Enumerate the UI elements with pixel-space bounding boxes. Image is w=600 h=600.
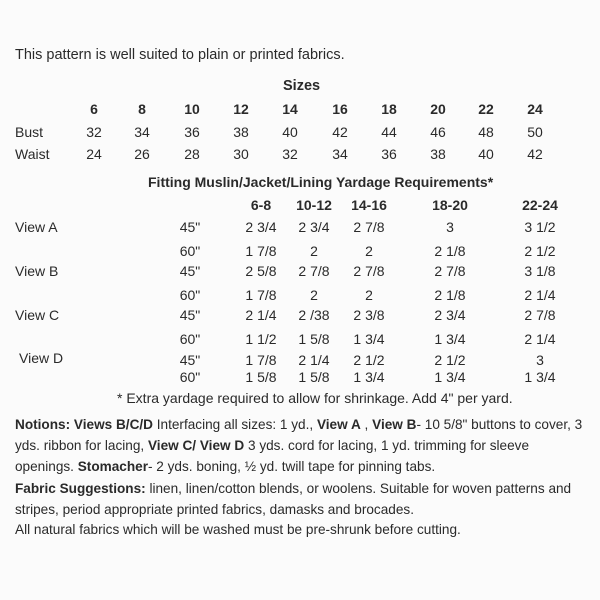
yardage-cell: 2 7/8: [434, 263, 466, 279]
size-measurement-cell: 38: [233, 124, 249, 140]
size-column-header: 22: [478, 101, 494, 117]
notions-label: Notions:: [15, 417, 71, 432]
size-column-header: 20: [430, 101, 446, 117]
size-measurement-cell: 36: [381, 146, 397, 162]
notions-view-cd: View C/ View D: [147, 438, 245, 453]
size-row-label: Waist: [15, 146, 50, 162]
yardage-cell: 1 7/8: [245, 243, 277, 259]
notions-text-4: 3 yds. cord for lacing, 1 yd. trimming for sleeve openings.: [15, 438, 530, 474]
size-measurement-cell: 32: [86, 124, 102, 140]
size-measurement-cell: 34: [134, 124, 150, 140]
yardage-cell: 2 3/4: [245, 219, 277, 235]
fabric-width-cell: 45": [179, 307, 201, 323]
size-measurement-cell: 40: [282, 124, 298, 140]
size-column-header: 8: [138, 101, 146, 117]
yardage-column-header: 22-24: [522, 197, 558, 213]
fabric-width-cell: 45": [179, 352, 201, 368]
yardage-cell: 2 3/4: [434, 307, 466, 323]
size-measurement-cell: 28: [184, 146, 200, 162]
intro-text: This pattern is well suited to plain or printed fabrics.: [15, 47, 345, 63]
yardage-cell: 2 1/8: [434, 243, 466, 259]
yardage-cell: 1 3/4: [353, 369, 385, 385]
size-column-header: 18: [381, 101, 397, 117]
view-label: View C: [15, 307, 60, 323]
yardage-cell: 1 1/2: [245, 331, 277, 347]
size-column-header: 12: [233, 101, 249, 117]
shrinkage-note: * Extra yardage required to allow for shrinkage. Add 4" per yard.: [117, 390, 513, 406]
yardage-cell: 2 1/4: [524, 331, 556, 347]
yardage-cell: 2 1/4: [524, 287, 556, 303]
fabric-width-cell: 60": [179, 369, 201, 385]
yardage-cell: 3 1/2: [524, 219, 556, 235]
size-measurement-cell: 46: [430, 124, 446, 140]
notions-view-b: View B: [372, 417, 417, 432]
yardage-cell: 2 1/4: [245, 307, 277, 323]
prewash-paragraph: All natural fabrics which will be washed must be pre-shrunk before cutting.: [15, 522, 461, 537]
notions-stomacher: Stomacher: [77, 459, 148, 474]
fabric-label: Fabric Suggestions:: [15, 481, 146, 496]
yardage-cell: 2 3/4: [298, 219, 330, 235]
yardage-cell: 2 7/8: [298, 263, 330, 279]
size-measurement-cell: 24: [86, 146, 102, 162]
yardage-cell: 2 7/8: [353, 263, 385, 279]
yardage-cell: 2 1/4: [298, 352, 330, 368]
size-measurement-cell: 44: [381, 124, 397, 140]
notions-text-1: Interfacing all sizes: 1 yd.,: [152, 417, 317, 432]
yardage-cell: 3 1/8: [524, 263, 556, 279]
size-measurement-cell: 48: [478, 124, 494, 140]
fabric-paragraph: [15, 478, 587, 520]
yardage-cell: 2: [310, 287, 318, 303]
yardage-cell: 1 3/4: [524, 369, 556, 385]
notions-paragraph: [15, 414, 587, 477]
size-measurement-cell: 38: [430, 146, 446, 162]
size-measurement-cell: 26: [134, 146, 150, 162]
view-label: View D: [19, 350, 64, 366]
yardage-cell: 1 3/4: [434, 331, 466, 347]
size-measurement-cell: 50: [527, 124, 543, 140]
yardage-cell: 2 /38: [298, 307, 330, 323]
yardage-cell: 2: [365, 243, 373, 259]
size-measurement-cell: 32: [282, 146, 298, 162]
notions-text-5: - 2 yds. boning, ½ yd. twill tape for pinning tabs.: [148, 459, 436, 474]
yardage-cell: 1 5/8: [245, 369, 277, 385]
size-measurement-cell: 30: [233, 146, 249, 162]
notions-text-2: ,: [360, 417, 373, 432]
yardage-cell: 2 5/8: [245, 263, 277, 279]
size-column-header: 6: [90, 101, 98, 117]
yardage-cell: 2 7/8: [353, 219, 385, 235]
yardage-cell: 1 7/8: [245, 287, 277, 303]
fabric-width-cell: 45": [179, 219, 201, 235]
fabric-width-cell: 60": [179, 243, 201, 259]
yardage-cell: 2 1/2: [434, 352, 466, 368]
size-row-label: Bust: [15, 124, 44, 140]
size-column-header: 14: [282, 101, 298, 117]
yardage-cell: 3: [536, 352, 544, 368]
yardage-cell: 2: [365, 287, 373, 303]
notions-views-bcd: Views B/C/D: [73, 417, 153, 432]
yardage-cell: 1 3/4: [353, 331, 385, 347]
yardage-cell: 1 5/8: [298, 369, 330, 385]
size-column-header: 10: [184, 101, 200, 117]
yardage-column-header: 14-16: [351, 197, 387, 213]
yardage-column-header: 6-8: [250, 197, 272, 213]
size-measurement-cell: 40: [478, 146, 494, 162]
size-measurement-cell: 34: [332, 146, 348, 162]
size-measurement-cell: 36: [184, 124, 200, 140]
fabric-text: linen, linen/cotton blends, or woolens. Suitable for woven patterns and stripes, period appropriate printed fabrics, damasks and brocades.: [15, 481, 572, 517]
size-measurement-cell: 42: [332, 124, 348, 140]
size-measurement-cell: 42: [527, 146, 543, 162]
fabric-width-cell: 45": [179, 263, 201, 279]
yardage-column-header: 18-20: [432, 197, 468, 213]
size-column-header: 24: [527, 101, 543, 117]
yardage-cell: 2 1/8: [434, 287, 466, 303]
yardage-column-header: 10-12: [296, 197, 332, 213]
view-label: View B: [15, 263, 59, 279]
yardage-cell: 2 7/8: [524, 307, 556, 323]
yardage-cell: 2 1/2: [524, 243, 556, 259]
sizes-title: Sizes: [283, 78, 321, 94]
yardage-cell: 1 3/4: [434, 369, 466, 385]
yardage-cell: 2: [310, 243, 318, 259]
yardage-cell: 1 5/8: [298, 331, 330, 347]
yardage-title: Fitting Muslin/Jacket/Lining Yardage Requirements*: [148, 174, 494, 190]
yardage-cell: 2 1/2: [353, 352, 385, 368]
yardage-cell: 2 3/8: [353, 307, 385, 323]
view-label: View A: [15, 219, 58, 235]
fabric-width-cell: 60": [179, 331, 201, 347]
yardage-cell: 1 7/8: [245, 352, 277, 368]
size-column-header: 16: [332, 101, 348, 117]
yardage-cell: 3: [446, 219, 454, 235]
notions-view-a: View A: [316, 417, 361, 432]
fabric-width-cell: 60": [179, 287, 201, 303]
notions-text-3: - 10 5/8" buttons to cover, 3 yds. ribbon for lacing,: [15, 417, 583, 453]
